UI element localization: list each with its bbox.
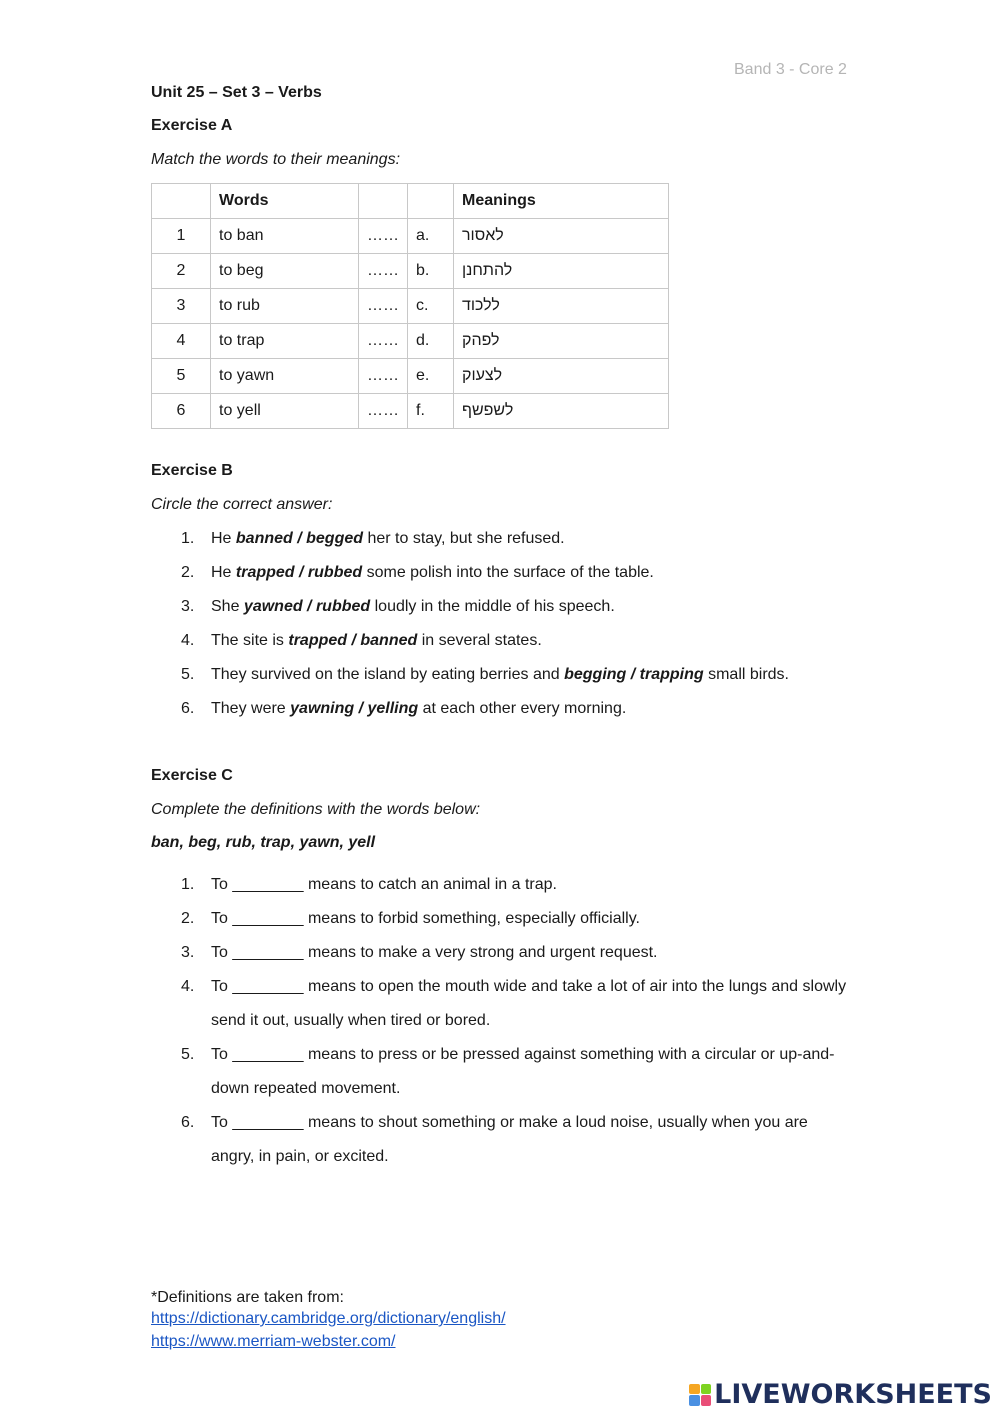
table-header-row [152,184,669,219]
row-letter: b. [408,254,454,289]
definition-text[interactable]: To ________ means to catch an animal in a trap. [211,876,557,893]
item-text-post: small birds. [703,666,789,683]
word-bank: ban, beg, rub, trap, yawn, yell [151,834,376,851]
logo-square [689,1395,700,1406]
row-number: 1 [152,219,211,254]
list-item [151,936,851,970]
item-text-pre: He [211,530,236,547]
logo-square [701,1384,712,1395]
table-row [152,219,669,254]
logo-text: LIVEWORKSHEETS [714,1379,992,1410]
row-meaning [454,324,669,359]
row-letter: c. [408,289,454,324]
list-item [151,530,851,564]
row-word: to ban [211,219,359,254]
row-letter: d. [408,324,454,359]
row-word: to yawn [211,359,359,394]
header-words: Words [211,184,359,219]
item-number: 2. [181,910,195,927]
answer-blank[interactable]: …… [359,394,408,429]
item-number: 4. [181,632,195,649]
exercise-b-heading: Exercise B [151,462,233,479]
item-text-pre: They survived on the island by eating berries and [211,666,565,683]
exercise-a-heading: Exercise A [151,117,233,134]
worksheet-title: Unit 25 – Set 3 – Verbs [151,84,322,101]
list-item [151,1106,851,1174]
definition-text[interactable]: To ________ means to open the mouth wide and take a lot of air into the lungs and slowly send it out, usually when tired or bored. [211,978,847,1029]
header-meanings: Meanings [454,184,669,219]
row-number: 5 [152,359,211,394]
answer-blank[interactable]: …… [359,254,408,289]
item-text-post: loudly in the middle of his speech. [370,598,615,615]
exercise-c-list [151,868,851,1174]
logo-square [689,1384,700,1395]
definition-text[interactable]: To ________ means to press or be pressed against something with a circular or up-and-down repeated movement. [211,1046,835,1097]
header-num-cell [152,184,211,219]
list-item [151,564,851,598]
table-row [152,359,669,394]
list-item [151,666,851,700]
exercise-a-instruction: Match the words to their meanings: [151,151,401,168]
row-number: 4 [152,324,211,359]
liveworksheets-logo[interactable] [689,1379,992,1410]
list-item [151,970,851,1038]
hebrew-meaning: לצעוק [462,367,503,384]
item-text-pre: The site is [211,632,289,649]
cambridge-link[interactable]: https://dictionary.cambridge.org/dictionary/english/ [151,1310,506,1327]
row-number: 6 [152,394,211,429]
logo-square [701,1395,712,1406]
item-number: 6. [181,700,195,717]
header-letter-cell [408,184,454,219]
item-number: 5. [181,666,195,683]
list-item [151,700,851,734]
list-item [151,1038,851,1106]
item-number: 1. [181,530,195,547]
row-word: to trap [211,324,359,359]
row-meaning [454,289,669,324]
answer-blank[interactable]: …… [359,219,408,254]
table-row [152,254,669,289]
answer-choice[interactable]: banned / begged [235,530,364,547]
row-meaning [454,394,669,429]
row-word: to yell [211,394,359,429]
row-meaning [454,359,669,394]
list-item [151,868,851,902]
row-letter: a. [408,219,454,254]
item-text-post: some polish into the surface of the table. [362,564,654,581]
answer-choice[interactable]: yawned / rubbed [243,598,371,615]
row-meaning [454,254,669,289]
list-item [151,632,851,666]
item-text-pre: She [211,598,244,615]
header-dots-cell [359,184,408,219]
item-text-pre: They were [211,700,291,717]
row-letter: f. [408,394,454,429]
answer-choice[interactable]: trapped / banned [288,632,418,649]
row-meaning [454,219,669,254]
item-number: 3. [181,598,195,615]
answer-blank[interactable]: …… [359,289,408,324]
exercise-c-heading: Exercise C [151,767,233,784]
row-letter: e. [408,359,454,394]
table-row [152,394,669,429]
definition-text[interactable]: To ________ means to forbid something, especially officially. [211,910,640,927]
exercise-b-list [151,530,851,734]
row-number: 2 [152,254,211,289]
item-text-post: in several states. [417,632,542,649]
item-text-pre: He [211,564,236,581]
table-row [152,289,669,324]
hebrew-meaning: ללכוד [462,297,500,314]
item-number: 1. [181,876,195,893]
answer-blank[interactable]: …… [359,324,408,359]
footer-note: *Definitions are taken from: [151,1289,344,1306]
item-number: 6. [181,1114,195,1131]
row-number: 3 [152,289,211,324]
item-number: 2. [181,564,195,581]
answer-blank[interactable]: …… [359,359,408,394]
hebrew-meaning: לשפשף [462,402,514,419]
exercise-b-instruction: Circle the correct answer: [151,496,333,513]
row-word: to beg [211,254,359,289]
item-number: 3. [181,944,195,961]
merriam-webster-link[interactable]: https://www.merriam-webster.com/ [151,1333,396,1350]
answer-choice[interactable]: begging / trapping [564,666,704,683]
liveworksheets-icon [689,1384,711,1406]
definition-text[interactable]: To ________ means to make a very strong and urgent request. [211,944,658,961]
hebrew-meaning: להתחנן [462,262,513,279]
list-item [151,902,851,936]
hebrew-meaning: לפהק [462,332,500,349]
definition-text[interactable]: To ________ means to shout something or make a loud noise, usually when you are angry, in pain, or excited. [211,1114,808,1165]
row-word: to rub [211,289,359,324]
matching-table [151,183,669,429]
band-label: Band 3 - Core 2 [734,61,847,78]
exercise-c-instruction: Complete the definitions with the words below: [151,801,481,818]
answer-choice[interactable]: yawning / yelling [290,700,419,717]
hebrew-meaning: לאסור [462,227,504,244]
item-text-post: her to stay, but she refused. [363,530,565,547]
item-number: 5. [181,1046,195,1063]
answer-choice[interactable]: trapped / rubbed [235,564,363,581]
item-number: 4. [181,978,195,995]
table-row [152,324,669,359]
item-text-post: at each other every morning. [418,700,627,717]
list-item [151,598,851,632]
